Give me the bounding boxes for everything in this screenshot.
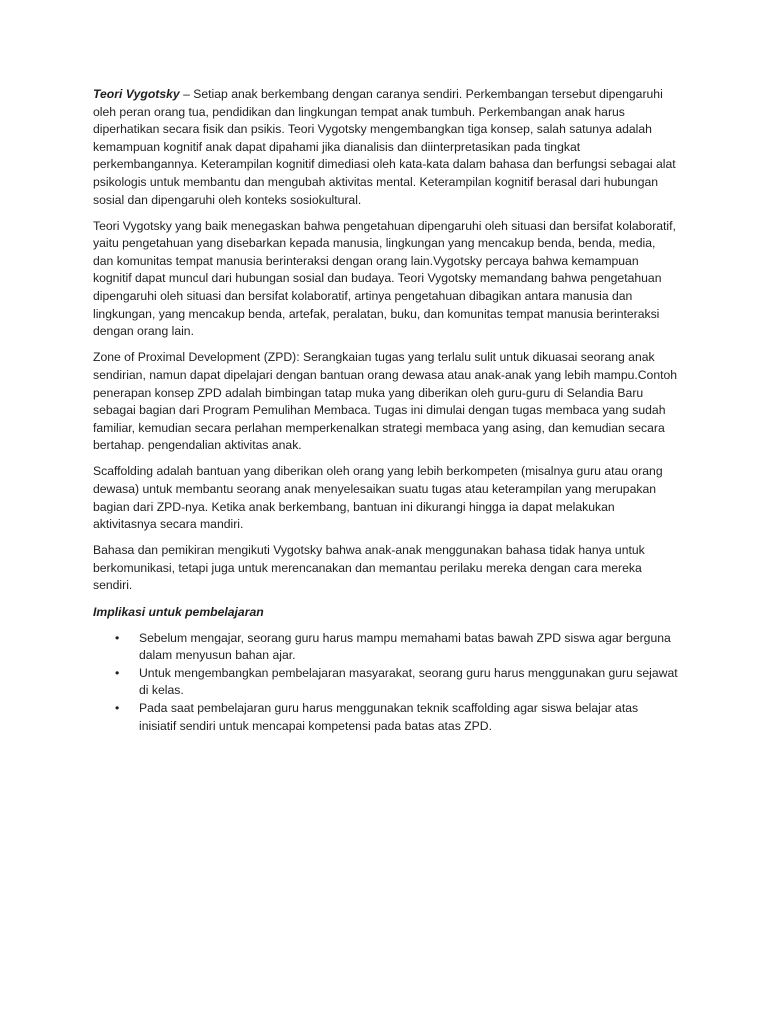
list-item-text: Sebelum mengajar, seorang guru harus mampu memahami batas bawah ZPD siswa agar berguna dalam menyusun bahan ajar.: [139, 630, 671, 663]
bullet-icon: •: [115, 701, 120, 715]
bullet-icon: •: [115, 665, 120, 680]
section-heading: Implikasi untuk pembelajaran: [93, 604, 264, 619]
paragraph-intro: [93, 86, 678, 209]
list-item: [93, 665, 678, 700]
paragraph-scaffolding: Scaffolding adalah bantuan yang diberikan oleh orang yang lebih berkompeten (misalnya guru atau orang dewasa) untuk membantu seorang anak menyelesaikan suatu tugas atau keterampilan yang merupakan bagian dari ZPD-nya. Ketika anak berkembang, bantuan ini dikurangi hingga ia dapat melakukan aktivitasnya secara mandiri.: [93, 464, 663, 532]
paragraph-language: Bahasa dan pemikiran mengikuti Vygotsky bahwa anak-anak menggunakan bahasa tidak hanya untuk berkomunikasi, tetapi juga untuk merencanakan dan memantau perilaku mereka dengan cara mereka sendiri.: [93, 543, 645, 593]
paragraph-knowledge: Teori Vygotsky yang baik menegaskan bahwa pengetahuan dipengaruhi oleh situasi dan bersifat kolaboratif, yaitu pengetahuan yang disebarkan kepada manusia, lingkungan yang mencakup benda, benda, media, dan komunitas tempat manusia berinteraksi dengan orang lain.Vygotsky percaya bahwa kemampuan kognitif dapat muncul dari hubungan sosial dan budaya. Teori Vygotsky memandang bahwa pengetahuan dipengaruhi oleh situasi dan bersifat kolaboratif, artinya pengetahuan dibagikan antara manusia dan lingkungan, yang mencakup benda, artefak, peralatan, buku, dan komunitas tempat manusia berinteraksi dengan orang lain.: [93, 218, 676, 339]
paragraph-intro-text: – Setiap anak berkembang dengan caranya sendiri. Perkembangan tersebut dipengaruhi oleh peran orang tua, pendidikan dan lingkungan tempat anak tumbuh. Perkembangan anak harus diperhatikan secara fisik dan psikis. Teori Vygotsky mengembangkan tiga konsep, salah satunya adalah kemampuan kognitif anak dapat dipahami jika dianalisis dan diinterpretasikan pada tingkat perkembangannya. Keterampilan kognitif dimediasi oleh kata-kata dalam bahasa dan berfungsi sebagai alat psikologis untuk membantu dan mengubah aktivitas mental. Keterampilan kognitif berasal dari hubungan sosial dan dipengaruhi oleh konteks sosiokultural.: [93, 87, 676, 207]
list-item-text: Pada saat pembelajaran guru harus menggunakan teknik scaffolding agar siswa belajar atas inisiatif sendiri untuk mencapai kompetensi pada batas atas ZPD.: [139, 701, 639, 733]
bullet-icon: •: [115, 630, 120, 645]
list-item-text: Untuk mengembangkan pembelajaran masyarakat, seorang guru harus menggunakan guru sejawat di kelas.: [139, 665, 678, 698]
list-item: [93, 700, 678, 735]
paragraph-lead-term: Teori Vygotsky: [93, 87, 180, 101]
list-item: [93, 630, 678, 665]
implication-list: [93, 630, 678, 736]
document-page: [93, 86, 678, 735]
paragraph-zpd: Zone of Proximal Development (ZPD): Serangkaian tugas yang terlalu sulit untuk dikuasai seorang anak sendirian, namun dapat dipelajari dengan bantuan orang dewasa atau anak-anak yang lebih mampu.Contoh penerapan konsep ZPD adalah bimbingan tatap muka yang diberikan oleh guru-guru di Selandia Baru sebagai bagian dari Program Pemulihan Membaca. Tugas ini dimulai dengan tugas membaca yang sudah familiar, kemudian secara perlahan memperkenalkan strategi membaca yang asing, dan kemudian secara bertahap. pengendalian aktivitas anak.: [93, 350, 678, 453]
